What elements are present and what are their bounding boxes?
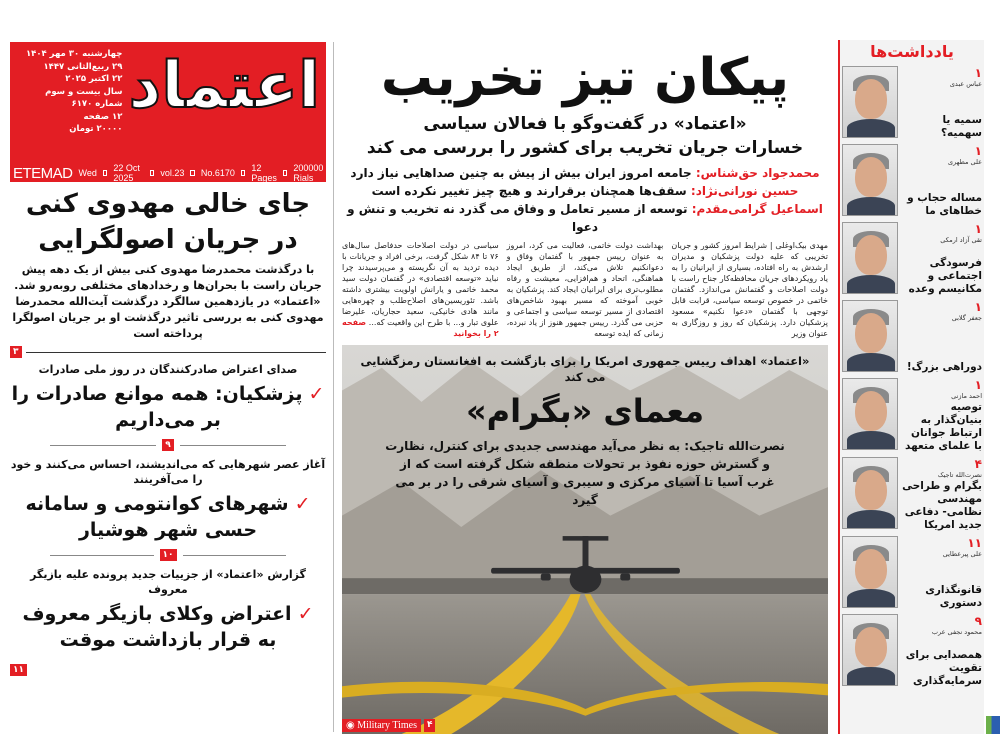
- author-photo: [842, 614, 898, 686]
- note-title: فرسودگی اجتماعی و مکانیسم وعده: [908, 257, 982, 295]
- divider: [180, 445, 286, 446]
- article-column-3: [342, 240, 499, 339]
- note-title: همصدایی برای تقویت سرمایه‌گذاری: [905, 649, 982, 687]
- author-photo: [842, 300, 898, 372]
- note-title: مساله حجاب و خطاهای ما: [907, 192, 982, 217]
- photo-headline[interactable]: معمای «بگرام»: [465, 392, 705, 430]
- camera-icon: ◉: [346, 720, 358, 731]
- note-item[interactable]: [842, 457, 982, 532]
- note-author: جعفر گلابی: [951, 314, 982, 322]
- note-item[interactable]: [842, 536, 982, 610]
- page-badge: ۱۱: [10, 664, 27, 676]
- photo-kicker: «اعتماد» اهداف رییس جمهوری امریکا را برای بازگشت به افغانستان رمزگشایی می کند: [360, 354, 810, 384]
- photo-lead: نصرت‌الله تاجیک: به نظر می‌آید مهندسی جدیدی برای کنترل، نظارت و گسترش حوزه نفوذ بر تحولات منطقه شکل گرفته است که از غرب آسیا تا آسیای مرکزی و سیبری و آسیای شرقی را در بر می گیرد: [385, 439, 785, 507]
- column-divider: [333, 42, 334, 732]
- page-badge: ۹: [162, 439, 174, 451]
- article-columns: [342, 240, 828, 339]
- note-item[interactable]: [842, 300, 982, 374]
- corner-widget: [986, 716, 1000, 734]
- note-author: احمد مازنی: [951, 392, 982, 400]
- strip-day: Wed: [78, 168, 97, 178]
- divider: [183, 555, 287, 556]
- separator-icon: [103, 170, 107, 176]
- issue-dates: [16, 46, 122, 136]
- story1-lead: با درگذشت محمدرضا مهدوی کنی بیش از یک دهه پیش جریان راست با بحران‌ها و رخدادهای مختلفی روبه‌رو شد. «اعتماد» در یازدهمین سالگرد درگذشت آیت‌الله محمدرضا مهدوی کنی به بررسی تاثیر درگذشت او بر جریان اصولگرا پرداخته است: [12, 263, 324, 340]
- quotes: [342, 164, 828, 236]
- divider-row: [50, 549, 286, 561]
- date-line: ۲۹ ربیع‌الثانی ۱۴۴۷: [43, 61, 123, 72]
- strip-date: 22 Oct 2025: [113, 163, 140, 182]
- story1-headline[interactable]: جای خالی مهدوی کنی در جریان اصولگرایی: [25, 189, 311, 255]
- separator-icon: [241, 170, 245, 176]
- main-headline[interactable]: پیکان تیز تخریب: [380, 48, 790, 108]
- note-title: قانونگذاری دستوری: [925, 584, 982, 609]
- left-column: [10, 186, 326, 676]
- check-icon: ✓: [297, 603, 314, 625]
- note-item[interactable]: [842, 144, 982, 218]
- note-page: ۱: [974, 66, 982, 80]
- divider: [26, 352, 327, 353]
- note-page: ۱۱: [967, 536, 982, 550]
- separator-icon: [190, 170, 194, 176]
- author-photo: [842, 66, 898, 138]
- masthead-body: [10, 42, 326, 164]
- notes-sidebar: [838, 40, 984, 734]
- note-text: [902, 536, 982, 610]
- story2-headline[interactable]: ✓پزشکیان: همه موانع صادرات را بر می‌داریم: [11, 383, 325, 431]
- note-title: بگرام و طراحی مهندسی نظامی- دفاعی جدید امریکا: [902, 480, 982, 531]
- date-line: سال بیست و سوم: [45, 86, 123, 97]
- story4-kicker: گزارش «اعتماد» از جزییات جدید پرونده علیه بازیگر معروف: [30, 568, 306, 596]
- divider: [50, 555, 154, 556]
- note-page: ۱: [974, 144, 982, 158]
- story4-footer: [10, 657, 326, 676]
- note-page: ۴: [974, 457, 982, 471]
- date-line: چهارشنبه ۳۰ مهر ۱۴۰۴: [25, 49, 123, 59]
- read-more-link[interactable]: صفحه ۲ را بخوانید: [341, 318, 499, 338]
- note-text: [902, 222, 982, 296]
- note-author: علی مطهری: [948, 158, 982, 166]
- sidebar-title: یادداشت‌ها: [870, 42, 954, 61]
- note-author: عباس عبدی: [949, 80, 982, 88]
- strip-volume: vol.23: [160, 168, 185, 178]
- note-text: [902, 378, 982, 453]
- check-icon: ✓: [294, 493, 311, 515]
- strip-number: No.6170: [200, 168, 235, 178]
- note-text: [902, 457, 982, 532]
- etemad-logo: اعتماد: [128, 49, 320, 123]
- main-subheads: «اعتماد» در گفت‌وگو با فعالان سیاسی خسارات جریان تخریب برای کشور را بررسی می کند: [366, 114, 804, 158]
- masthead-strip: [10, 164, 326, 182]
- quote: محمدجواد حق‌شناس: جامعه امروز ایران بیش از پیش به چنین صداهایی نیاز دارد: [350, 166, 820, 180]
- note-author: محمود نجفی عرب: [931, 628, 982, 636]
- separator-icon: [283, 170, 287, 176]
- note-title: توصیه بنیان‌گذار به ارتباط جوانان با علمای متعهد: [905, 401, 982, 452]
- date-line: شماره ۶۱۷۰: [71, 99, 123, 109]
- note-page: ۱: [974, 222, 982, 236]
- note-item[interactable]: [842, 378, 982, 453]
- photo-credit: [342, 719, 435, 732]
- date-line: ۲۰۰۰۰ تومان: [69, 124, 123, 134]
- note-page: ۱: [974, 300, 982, 314]
- credit-label: ◉ Military Times: [342, 719, 421, 732]
- quote: حسین نورانی‌نژاد: سقف‌ها همچنان برقرارند و هیچ چیز تغییر نکرده است: [371, 184, 799, 198]
- quote: اسماعیل گرامی‌مقدم: توسعه از مسیر تعامل و وفاق می گذرد نه تخریب و تنش و دعوا: [347, 202, 823, 234]
- article-column: بهداشت دولت خاتمی، فعالیت می کرد، امروز به عنوان رییس جمهور با گفتمان وفاق و دعوانکنیم تلاش می‌کند، از طریق ایجاد هماهنگی، اتحاد و هم‌افزایی، معیشت و رفاه مطلوب‌تری برای ایرانیان ایجاد کند. پزشکیان به خوبی آموخته که مسیر بهبود شاخص‌های اقتصادی از مسیر توسعه سیاسی و اجتماعی و حزبی می گذرد. رییس جمهور هنوز از یاد نبرده، زمانی که ایده توسعه: [506, 241, 664, 338]
- note-title: سمیه یا سهمیه؟: [940, 114, 982, 139]
- check-icon: ✓: [308, 383, 325, 405]
- note-text: [902, 614, 982, 688]
- page-badge: ۱۰: [160, 549, 177, 561]
- author-photo: [842, 144, 898, 216]
- divider-row: [50, 439, 286, 451]
- author-photo: [842, 536, 898, 608]
- note-item[interactable]: [842, 66, 982, 140]
- note-title: دوراهی بزرگ!: [906, 361, 982, 373]
- note-page: ۱: [974, 378, 982, 392]
- note-text: [902, 66, 982, 140]
- note-text: [902, 300, 982, 374]
- separator-icon: [150, 170, 154, 176]
- author-photo: [842, 457, 898, 529]
- strip-price: 200000 Rials: [293, 163, 324, 182]
- note-author: نصرت‌الله تاجیک: [937, 471, 982, 479]
- story3-kicker: آغاز عصر شهرهایی که می‌اندیشند، احساس می‌کنند و خود را می‌آفرینند: [10, 458, 326, 486]
- divider: [50, 445, 156, 446]
- note-author: علی پیرعطایی: [942, 550, 982, 558]
- notes-list: [842, 66, 982, 688]
- date-line: ۲۲ اکتبر ۲۰۲۵: [65, 74, 123, 84]
- author-photo: [842, 378, 898, 450]
- article-column: سیاسی در دولت اصلاحات حدفاصل سال‌های ۷۶ تا ۸۴ شکل گرفت، برخی افراد و جریانات با دیده تردید به آن نگریسته و می‌پرسیدند چرا نباید «توسعه اقتصادی» در گفتمان دولت سید محمد خاتمی و یارانش اولویت بیشتری داشته باشد. تئوریسین‌های اصلاح‌طلب و چهره‌هایی مانند هادی خانیکی، سعید حجاریان، علیرضا علوی تبار و... با طرح این واقعیت که...: [341, 241, 499, 327]
- note-author: تقی آزاد ارمکی: [940, 236, 982, 244]
- page-badge: ۴: [424, 719, 436, 732]
- strip-pages: 12 Pages: [251, 163, 277, 182]
- main-column: [342, 44, 828, 734]
- story4-headline[interactable]: ✓اعتراض وکلای بازیگر معروف به قرار بازداشت موقت: [22, 603, 314, 651]
- note-page: ۹: [974, 614, 982, 628]
- photo-text: [342, 345, 828, 509]
- note-item[interactable]: [842, 222, 982, 296]
- note-text: [902, 144, 982, 218]
- bagram-photo[interactable]: [342, 345, 828, 734]
- page-badge: ۳: [10, 346, 22, 358]
- note-item[interactable]: [842, 614, 982, 688]
- brand-latin: ETEMAD: [13, 164, 73, 182]
- article-column: مهدی بیک‌اوغلی | شرایط امروز کشور و جریان تخریبی که علیه دولت پزشکیان و مدیران ارشدش به راه افتاده، بسیاری از ایرانیان را به یاد رویکردهای جریان محافظه‌کار جناح راست با دولت اصلاحات و گفتمانش می‌اندازد. گفتمان خاتمی در خصوص توسعه سیاسی، قرابت قابل توجهی با گفتمان «دعوا نکنیم» مسعود پزشکیان دارد. پزشکیان که روز و روزگاری به عنوان وزیر: [671, 241, 828, 338]
- masthead: [10, 42, 326, 182]
- story3-headline[interactable]: ✓شهرهای کوانتومی و سامانه حسی شهر هوشیار: [25, 493, 311, 541]
- author-photo: [842, 222, 898, 294]
- date-line: ۱۲ صفحه: [83, 111, 123, 122]
- story2-kicker: صدای اعتراض صادرکنندگان در روز ملی صادرات: [38, 363, 298, 376]
- story1-footer: [10, 346, 326, 358]
